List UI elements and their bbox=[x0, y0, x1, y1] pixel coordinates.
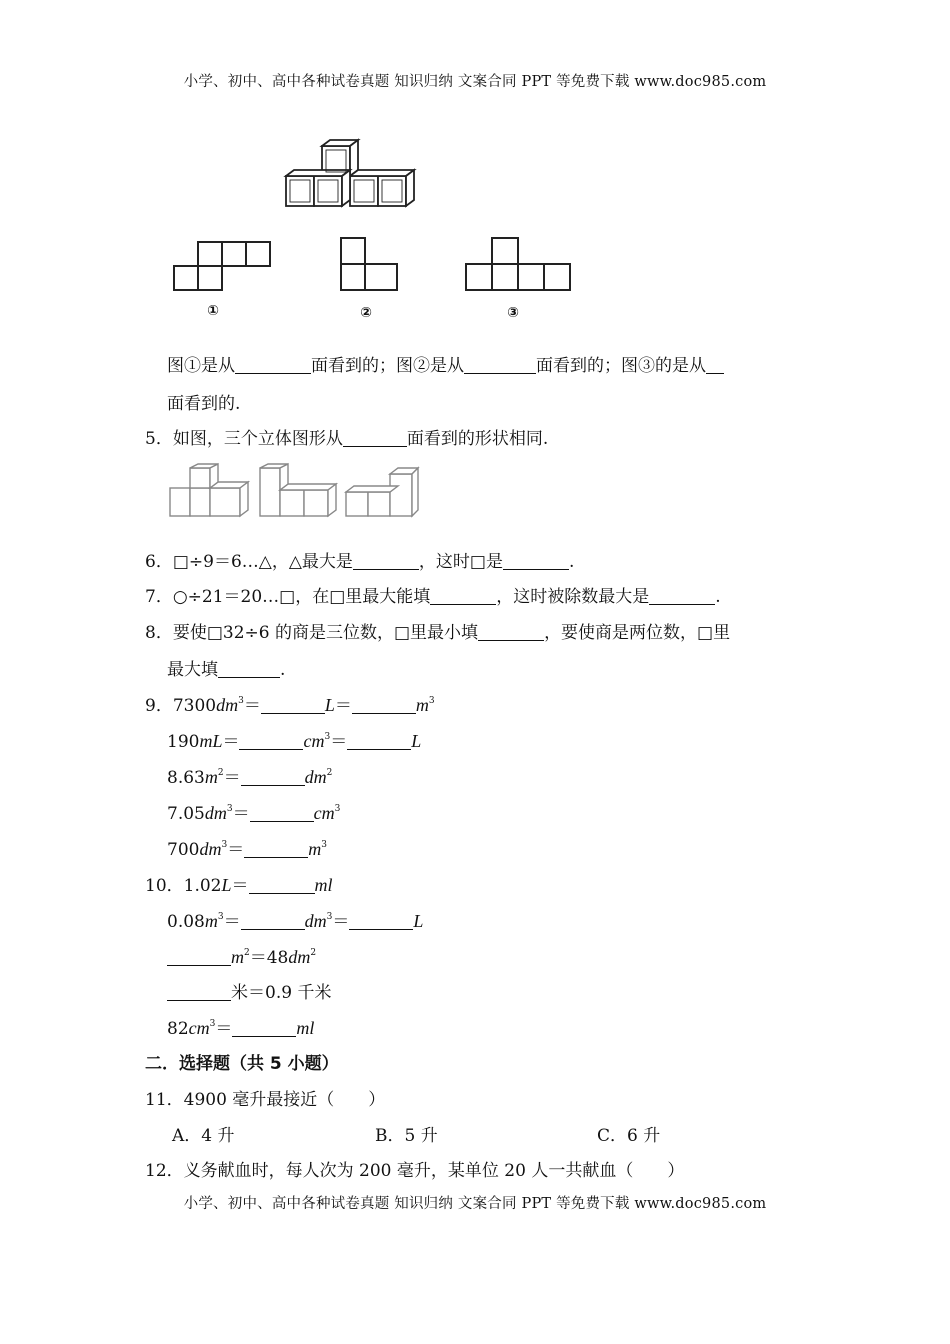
q9-r2-sup2: 3 bbox=[324, 732, 331, 742]
solid-2 bbox=[260, 464, 336, 516]
q9-r2-blank1[interactable] bbox=[239, 733, 303, 750]
q7-line bbox=[145, 586, 721, 608]
q9-r5-blank[interactable] bbox=[244, 841, 308, 858]
q9-r1-eq1: ＝ bbox=[243, 696, 261, 716]
q10-r3-unit2: dm bbox=[288, 947, 311, 967]
q10-row-2 bbox=[167, 910, 423, 933]
q10-r4-blank[interactable] bbox=[167, 984, 231, 1001]
q9-r4-blank[interactable] bbox=[250, 805, 314, 822]
q10-r2-unit2: dm bbox=[304, 911, 327, 931]
q10-r1-unit1: L bbox=[221, 875, 232, 895]
q10-r5-unit2: ml bbox=[296, 1018, 315, 1038]
q9-r1-sup1: 3 bbox=[238, 696, 244, 706]
q9-r2-unit3: L bbox=[411, 731, 422, 751]
q11-option-b[interactable]: B．5 升 bbox=[375, 1126, 438, 1146]
q7-text-a: ○÷21＝20…□，在□里最大能填 bbox=[172, 587, 431, 607]
q7-text-b: ，这时被除数最大是 bbox=[496, 587, 650, 607]
q9-r5-sup1: 3 bbox=[221, 840, 228, 850]
q10-r3-sup2: 2 bbox=[310, 948, 317, 958]
section-2-title: 二．选择题（共 5 小题） bbox=[145, 1054, 339, 1074]
q7-text-c: . bbox=[715, 587, 721, 607]
q10-row-4 bbox=[167, 982, 331, 1004]
q9-r4-unit1: dm bbox=[204, 803, 227, 823]
q10-row-3 bbox=[167, 946, 316, 969]
q4-text-c: 面看到的；图③的是从 bbox=[536, 356, 706, 376]
q6-line bbox=[145, 551, 574, 573]
q9-r5-eq1: ＝ bbox=[227, 840, 245, 860]
page-header: 小学、初中、高中各种试卷真题 知识归纳 文案合同 PPT 等免费下载 www.doc985.com bbox=[183, 74, 767, 90]
q4-blank-2[interactable] bbox=[464, 357, 536, 374]
q9-r3-value: 8.63 bbox=[167, 768, 205, 788]
q7-blank-2[interactable] bbox=[649, 588, 715, 605]
q10-row-1 bbox=[145, 874, 333, 897]
q9-r4-sup1: 3 bbox=[226, 804, 233, 814]
q5-figure bbox=[160, 460, 430, 522]
q9-r1-unit3: m bbox=[415, 695, 429, 715]
q10-r5-sup1: 3 bbox=[209, 1019, 216, 1029]
q9-row-1 bbox=[145, 694, 435, 717]
q5-num: 5． bbox=[145, 429, 173, 449]
q9-r5-unit2: m bbox=[308, 839, 322, 859]
q4-line2: 面看到的. bbox=[167, 394, 241, 414]
q10-r3-eq1: ＝48 bbox=[249, 948, 289, 968]
solid-3 bbox=[346, 468, 418, 516]
q9-r1-blank1[interactable] bbox=[261, 697, 325, 714]
q11-option-a[interactable]: A．4 升 bbox=[172, 1126, 235, 1146]
q10-r4-text: 米＝0.9 千米 bbox=[231, 983, 332, 1003]
q9-r1-unit1: dm bbox=[216, 695, 239, 715]
q9-r1-value: 7300 bbox=[172, 696, 217, 716]
q4-text-b: 面看到的；图②是从 bbox=[311, 356, 464, 376]
q10-r2-sup1: 3 bbox=[217, 912, 224, 922]
q9-r3-blank[interactable] bbox=[241, 769, 305, 786]
q10-r2-unit3: L bbox=[413, 911, 424, 931]
q9-r2-blank2[interactable] bbox=[347, 733, 411, 750]
q9-r1-sup3: 3 bbox=[428, 696, 435, 706]
q9-r3-unit2: dm bbox=[304, 767, 327, 787]
q9-r5-unit1: dm bbox=[199, 839, 222, 859]
page-footer: 小学、初中、高中各种试卷真题 知识归纳 文案合同 PPT 等免费下载 www.doc985.com bbox=[183, 1196, 767, 1212]
q12-line bbox=[145, 1160, 684, 1182]
q10-r2-sup2: 3 bbox=[326, 912, 333, 922]
q10-row-5 bbox=[167, 1017, 314, 1040]
q11-num: 11． bbox=[145, 1090, 184, 1110]
q9-r2-eq2: ＝ bbox=[330, 732, 348, 752]
q10-r2-blank1[interactable] bbox=[241, 913, 305, 930]
q11-text: 4900 毫升最接近（ ） bbox=[183, 1090, 386, 1110]
q9-r3-sup1: 2 bbox=[217, 768, 224, 778]
q12-text: 义务献血时，每人次为 200 毫升，某单位 20 人一共献血（ ） bbox=[183, 1161, 685, 1181]
q8-text-b: ，要使商是两位数，□里 bbox=[544, 623, 731, 643]
q4-text-a: 图①是从 bbox=[167, 356, 235, 376]
cube-stack-3d bbox=[286, 140, 414, 206]
q9-num: 9． bbox=[145, 696, 173, 716]
view-3-label: ③ bbox=[507, 305, 519, 321]
q10-r2-unit1: m bbox=[204, 911, 218, 931]
view-2-label: ② bbox=[360, 305, 372, 321]
q8-text-a: 要使□32÷6 的商是三位数，□里最小填 bbox=[172, 623, 479, 643]
q5-text-b: 面看到的形状相同. bbox=[406, 429, 549, 449]
q10-r2-eq2: ＝ bbox=[332, 912, 350, 932]
q9-r1-unit2: L bbox=[324, 695, 335, 715]
q9-r2-eq1: ＝ bbox=[222, 732, 240, 752]
q9-r4-sup2: 3 bbox=[334, 804, 341, 814]
view-3 bbox=[466, 238, 570, 290]
q10-r1-value: 1.02 bbox=[183, 876, 222, 896]
q9-r1-blank2[interactable] bbox=[352, 697, 416, 714]
q8-line2 bbox=[167, 659, 285, 681]
q10-r5-eq1: ＝ bbox=[215, 1019, 233, 1039]
q4-blank-1[interactable] bbox=[235, 357, 311, 374]
q8-text-d: . bbox=[280, 660, 286, 680]
q9-r1-eq2: ＝ bbox=[334, 696, 352, 716]
view-2 bbox=[341, 238, 397, 290]
q4-figure bbox=[160, 138, 620, 328]
q7-num: 7． bbox=[145, 587, 173, 607]
q6-blank-2[interactable] bbox=[503, 553, 569, 570]
q8-blank-1[interactable] bbox=[478, 624, 544, 641]
q8-num: 8． bbox=[145, 623, 173, 643]
q9-row-2 bbox=[167, 730, 421, 753]
solid-1 bbox=[170, 464, 248, 516]
q10-r2-blank2[interactable] bbox=[349, 913, 413, 930]
q9-r5-value: 700 bbox=[167, 840, 200, 860]
q11-line bbox=[145, 1089, 385, 1111]
q7-blank-1[interactable] bbox=[430, 588, 496, 605]
q10-r2-value: 0.08 bbox=[167, 912, 205, 932]
q6-num: 6． bbox=[145, 552, 173, 572]
q6-blank-1[interactable] bbox=[353, 553, 419, 570]
q9-row-5 bbox=[167, 838, 327, 861]
q9-r4-value: 7.05 bbox=[167, 804, 205, 824]
q5-blank[interactable] bbox=[343, 430, 407, 447]
q6-text-a: □÷9＝6…△，△最大是 bbox=[172, 552, 353, 572]
q8-line1 bbox=[145, 622, 730, 644]
q9-r5-sup2: 3 bbox=[321, 840, 327, 850]
q10-r1-unit2: ml bbox=[314, 875, 333, 895]
view-1 bbox=[174, 242, 270, 290]
q9-r2-unit1: mL bbox=[199, 731, 223, 751]
q8-text-c: 最大填 bbox=[167, 660, 218, 680]
q9-r3-sup2: 2 bbox=[326, 768, 333, 778]
q4-blank-3[interactable] bbox=[706, 357, 724, 374]
q10-r5-blank[interactable] bbox=[232, 1020, 296, 1037]
q5-text-a: 如图，三个立体图形从 bbox=[172, 429, 343, 449]
q9-r2-value: 190 bbox=[167, 732, 200, 752]
view-1-label: ① bbox=[207, 303, 219, 319]
q5-line bbox=[145, 428, 548, 450]
q4-line1 bbox=[167, 355, 724, 377]
q9-r2-unit2: cm bbox=[303, 731, 325, 751]
q10-r3-sup1: 2 bbox=[244, 948, 250, 958]
q9-r3-eq1: ＝ bbox=[223, 768, 241, 788]
q6-text-c: . bbox=[568, 552, 575, 572]
q8-blank-2[interactable] bbox=[218, 661, 280, 678]
q6-text-b: ，这时□是 bbox=[418, 552, 503, 572]
q10-r1-blank[interactable] bbox=[249, 877, 315, 894]
q11-option-c[interactable]: C．6 升 bbox=[597, 1126, 661, 1146]
q9-r3-unit1: m bbox=[204, 767, 218, 787]
q9-row-3 bbox=[167, 766, 332, 789]
q10-r1-eq1: ＝ bbox=[231, 876, 249, 896]
q10-num: 10． bbox=[145, 876, 184, 896]
q10-r5-value: 82 bbox=[167, 1019, 189, 1039]
q12-num: 12． bbox=[145, 1161, 184, 1181]
q10-r5-unit1: cm bbox=[188, 1018, 210, 1038]
q9-row-4 bbox=[167, 802, 340, 825]
q10-r3-blank[interactable] bbox=[167, 949, 231, 966]
q10-r3-unit1: m bbox=[231, 947, 244, 967]
q9-r4-eq1: ＝ bbox=[232, 804, 250, 824]
q9-r4-unit2: cm bbox=[313, 803, 335, 823]
q10-r2-eq1: ＝ bbox=[223, 912, 241, 932]
